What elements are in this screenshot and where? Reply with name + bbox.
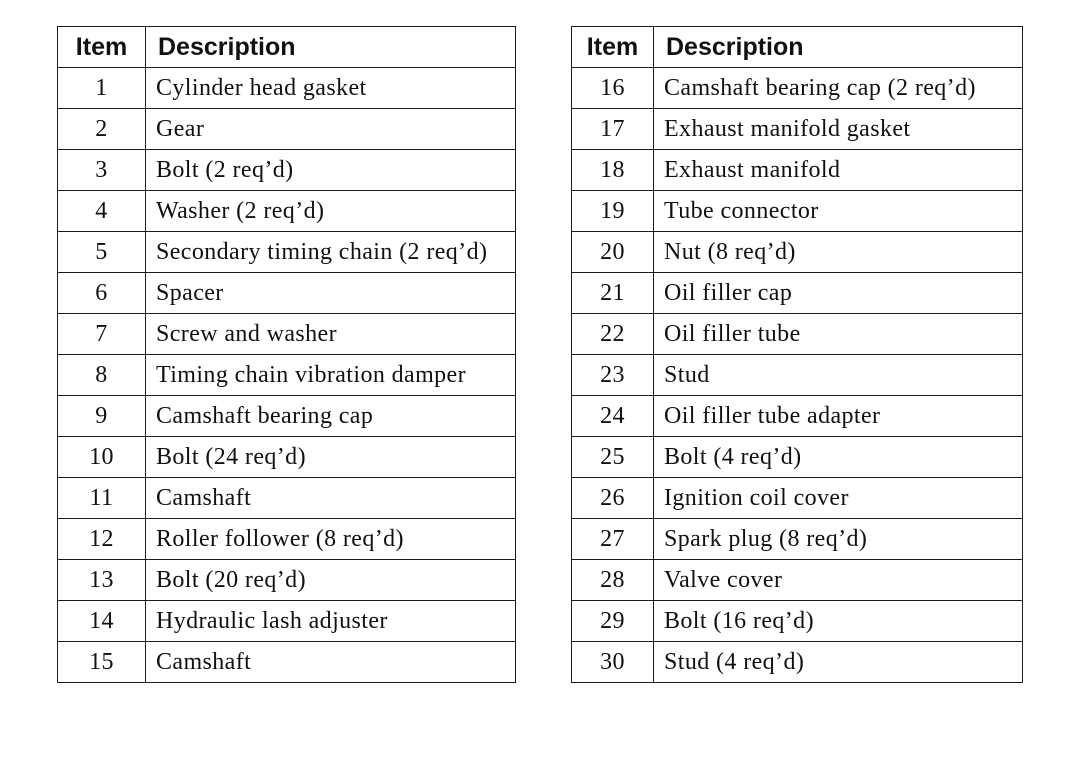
description-column-header: Description — [146, 27, 516, 68]
item-number-cell: 3 — [58, 150, 146, 191]
table-row — [58, 396, 516, 437]
description-cell: Roller follower (8 req’d) — [146, 519, 516, 560]
table-row — [58, 109, 516, 150]
description-cell: Stud (4 req’d) — [654, 642, 1023, 683]
item-number-cell: 23 — [572, 355, 654, 396]
item-number-cell: 7 — [58, 314, 146, 355]
table-row — [572, 560, 1023, 601]
description-cell: Ignition coil cover — [654, 478, 1023, 519]
item-number-cell: 24 — [572, 396, 654, 437]
description-cell: Hydraulic lash adjuster — [146, 601, 516, 642]
table-row — [58, 150, 516, 191]
item-number-cell: 1 — [58, 68, 146, 109]
table-row — [572, 642, 1023, 683]
description-cell: Bolt (2 req’d) — [146, 150, 516, 191]
description-cell: Bolt (20 req’d) — [146, 560, 516, 601]
item-number-cell: 26 — [572, 478, 654, 519]
table-row — [572, 396, 1023, 437]
description-column-header: Description — [654, 27, 1023, 68]
table-row — [58, 437, 516, 478]
table-header-row — [58, 27, 516, 68]
description-cell: Camshaft — [146, 642, 516, 683]
description-cell: Oil filler cap — [654, 273, 1023, 314]
description-cell: Oil filler tube adapter — [654, 396, 1023, 437]
table-row — [58, 68, 516, 109]
item-number-cell: 4 — [58, 191, 146, 232]
parts-table-left — [57, 26, 516, 683]
description-cell: Nut (8 req’d) — [654, 232, 1023, 273]
item-number-cell: 17 — [572, 109, 654, 150]
item-number-cell: 22 — [572, 314, 654, 355]
table-row — [58, 232, 516, 273]
description-cell: Gear — [146, 109, 516, 150]
description-cell: Bolt (4 req’d) — [654, 437, 1023, 478]
table-row — [572, 314, 1023, 355]
table-row — [572, 191, 1023, 232]
item-number-cell: 30 — [572, 642, 654, 683]
table-row — [58, 273, 516, 314]
item-number-cell: 21 — [572, 273, 654, 314]
table-row — [572, 601, 1023, 642]
table-row — [58, 601, 516, 642]
item-number-cell: 25 — [572, 437, 654, 478]
description-cell: Secondary timing chain (2 req’d) — [146, 232, 516, 273]
item-number-cell: 10 — [58, 437, 146, 478]
item-number-cell: 6 — [58, 273, 146, 314]
item-column-header: Item — [572, 27, 654, 68]
item-number-cell: 8 — [58, 355, 146, 396]
table-row — [58, 519, 516, 560]
table-row — [58, 314, 516, 355]
description-cell: Bolt (24 req’d) — [146, 437, 516, 478]
description-cell: Washer (2 req’d) — [146, 191, 516, 232]
table-row — [572, 437, 1023, 478]
description-cell: Camshaft — [146, 478, 516, 519]
parts-table-right — [571, 26, 1023, 683]
item-column-header: Item — [58, 27, 146, 68]
table-row — [58, 642, 516, 683]
description-cell: Cylinder head gasket — [146, 68, 516, 109]
table-row — [572, 109, 1023, 150]
table-row — [58, 478, 516, 519]
table-row — [572, 68, 1023, 109]
description-cell: Exhaust manifold gasket — [654, 109, 1023, 150]
table-row — [572, 519, 1023, 560]
description-cell: Camshaft bearing cap — [146, 396, 516, 437]
item-number-cell: 13 — [58, 560, 146, 601]
description-cell: Screw and washer — [146, 314, 516, 355]
table-row — [572, 150, 1023, 191]
table-row — [572, 232, 1023, 273]
item-number-cell: 19 — [572, 191, 654, 232]
item-number-cell: 5 — [58, 232, 146, 273]
description-cell: Tube connector — [654, 191, 1023, 232]
item-number-cell: 11 — [58, 478, 146, 519]
item-number-cell: 2 — [58, 109, 146, 150]
table-row — [58, 355, 516, 396]
description-cell: Spacer — [146, 273, 516, 314]
description-cell: Stud — [654, 355, 1023, 396]
item-number-cell: 16 — [572, 68, 654, 109]
item-number-cell: 14 — [58, 601, 146, 642]
table-header-row — [572, 27, 1023, 68]
item-number-cell: 18 — [572, 150, 654, 191]
item-number-cell: 20 — [572, 232, 654, 273]
item-number-cell: 15 — [58, 642, 146, 683]
description-cell: Exhaust manifold — [654, 150, 1023, 191]
item-number-cell: 9 — [58, 396, 146, 437]
item-number-cell: 28 — [572, 560, 654, 601]
table-row — [58, 191, 516, 232]
table-row — [572, 355, 1023, 396]
item-number-cell: 12 — [58, 519, 146, 560]
table-row — [58, 560, 516, 601]
table-row — [572, 273, 1023, 314]
description-cell: Spark plug (8 req’d) — [654, 519, 1023, 560]
description-cell: Camshaft bearing cap (2 req’d) — [654, 68, 1023, 109]
item-number-cell: 27 — [572, 519, 654, 560]
description-cell: Timing chain vibration damper — [146, 355, 516, 396]
description-cell: Valve cover — [654, 560, 1023, 601]
item-number-cell: 29 — [572, 601, 654, 642]
description-cell: Oil filler tube — [654, 314, 1023, 355]
description-cell: Bolt (16 req’d) — [654, 601, 1023, 642]
table-row — [572, 478, 1023, 519]
